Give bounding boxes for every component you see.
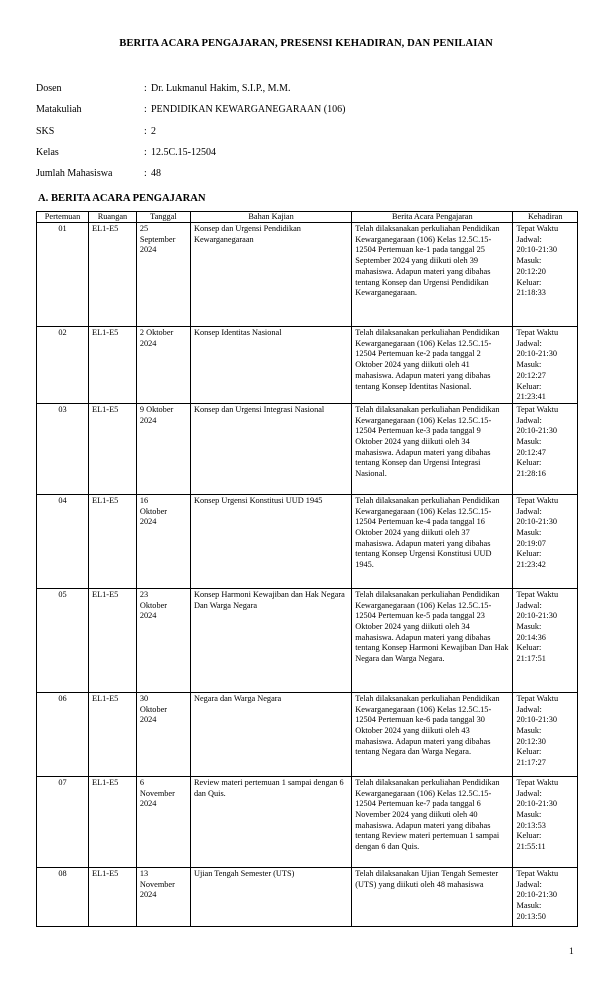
info-row-kelas [36,147,345,168]
attendance-line: Masuk: [516,528,542,538]
cell-pertemuan: 02 [37,327,89,404]
date-line: 2024 [139,245,157,255]
cell-berita-acara: Telah dilaksanakan perkuliahan Pendidikan Kewarganegaraan (106) Kelas 12.5C.15-12504 Pertemuan ke-2 pada tanggal 2 Oktober 2024 yang diikuti oleh 41 mahasiswa. Adapun materi yang dibahas tentang Konsep Identitas Nasional. [352,327,513,404]
cell-pertemuan: 08 [37,867,89,926]
table-body [37,223,578,927]
date-line: 16 [139,495,149,505]
info-label: Jumlah Mahasiswa [36,168,113,180]
attendance-line: Masuk: [516,726,542,736]
attendance-line: Masuk: [516,256,542,266]
info-separator: : [144,125,147,137]
cell-berita-acara: Telah dilaksanakan perkuliahan Pendidikan Kewarganegaraan (106) Kelas 12.5C.15-12504 Pertemuan ke-1 pada tanggal 25 September 2024 yang diikuti oleh 39 mahasiswa. Adapun materi yang dibahas tentang Konsep dan Urgensi Pendidikan Kewarganegaraan. [352,223,513,327]
cell-kehadiran [513,692,578,776]
date-line: September [139,234,176,244]
cell-bahan-kajian: Review materi pertemuan 1 sampai dengan 6 dan Quis. [190,776,351,867]
table-row [37,867,578,926]
attendance-line: Jadwal: [516,788,542,798]
info-value: Dr. Lukmanul Hakim, S.I.P., M.M. [151,83,291,94]
cell-tanggal [136,223,190,327]
cell-kehadiran [513,867,578,926]
date-line: 2024 [139,611,157,621]
table-row [37,494,578,588]
cell-tanggal [136,327,190,404]
attendance-line: 20:10-21:30 [516,799,558,809]
date-line: 2024 [139,415,157,425]
teaching-report-table [36,211,578,927]
date-line: 25 [139,224,149,233]
attendance-line: Masuk: [516,360,542,370]
attendance-line: 20:19:07 [516,538,546,548]
cell-tanggal [136,588,190,692]
attendance-line: Tepat Waktu [516,495,559,505]
date-line: 23 [139,589,149,599]
attendance-line: 21:28:16 [516,469,546,479]
info-separator: : [144,83,147,94]
cell-ruangan: EL1-E5 [89,223,137,327]
attendance-line: 20:12:47 [516,447,546,457]
date-line: 2024 [139,890,157,900]
info-label: SKS [36,125,55,137]
date-line: Oktober [139,600,168,610]
section-title-berita-acara: A. BERITA ACARA PENGAJARAN [38,193,206,204]
date-line: 2 Oktober [139,328,174,337]
info-label: Dosen [36,83,62,94]
header-pertemuan: Pertemuan [37,212,89,223]
attendance-line: Keluar: [516,549,542,559]
cell-bahan-kajian: Konsep dan Urgensi Integrasi Nasional [190,403,351,494]
attendance-line: Tepat Waktu [516,868,559,878]
info-label: Matakuliah [36,104,82,116]
attendance-line: Masuk: [516,810,542,820]
attendance-line: Masuk: [516,901,542,911]
attendance-line: 20:10-21:30 [516,890,558,900]
attendance-line: 20:14:36 [516,632,546,642]
attendance-line: 20:12:27 [516,370,546,380]
table-row [37,403,578,494]
table-row [37,588,578,692]
date-line: 6 [139,777,145,787]
cell-kehadiran [513,776,578,867]
table-row [37,223,578,327]
info-value: 2 [151,125,156,137]
attendance-line: 20:10-21:30 [516,426,558,436]
date-line: Oktober [139,506,168,516]
attendance-line: 21:18:33 [516,288,546,298]
date-line: November [139,879,175,889]
attendance-line: Tepat Waktu [516,777,559,787]
cell-berita-acara: Telah dilaksanakan perkuliahan Pendidikan Kewarganegaraan (106) Kelas 12.5C.15-12504 Pertemuan ke-4 pada tanggal 16 Oktober 2024 yang diikuti oleh 37 mahasiswa. Adapun materi yang dibahas tentang Konsep Urgensi Konstitusi UUD 1945. [352,494,513,588]
table-row [37,776,578,867]
cell-tanggal [136,776,190,867]
cell-kehadiran [513,403,578,494]
cell-ruangan: EL1-E5 [89,692,137,776]
attendance-line: Jadwal: [516,600,542,610]
course-info [36,83,345,189]
date-line: November [139,788,175,798]
cell-berita-acara: Telah dilaksanakan perkuliahan Pendidikan Kewarganegaraan (106) Kelas 12.5C.15-12504 Pertemuan ke-5 pada tanggal 23 Oktober 2024 yang diikuti oleh 34 mahasiswa. Adapun materi yang dibahas tentang Konsep Harmoni Kewajiban Dan Hak Negara dan Warga Negara. [352,588,513,692]
attendance-line: Jadwal: [516,415,542,425]
info-separator: : [144,168,147,180]
table-row [37,327,578,404]
header-berita-acara: Berita Acara Pengajaran [352,212,513,223]
attendance-line: Keluar: [516,458,542,468]
cell-tanggal [136,867,190,926]
cell-pertemuan: 01 [37,223,89,327]
table-header-row [37,212,578,223]
attendance-line: Jadwal: [516,506,542,516]
cell-pertemuan: 06 [37,692,89,776]
attendance-line: Keluar: [516,277,542,287]
cell-ruangan: EL1-E5 [89,327,137,404]
attendance-line: Tepat Waktu [516,589,559,599]
header-ruangan: Ruangan [89,212,137,223]
cell-pertemuan: 07 [37,776,89,867]
table-row [37,692,578,776]
cell-berita-acara: Telah dilaksanakan perkuliahan Pendidikan Kewarganegaraan (106) Kelas 12.5C.15-12504 Pertemuan ke-6 pada tanggal 30 Oktober 2024 yang diikuti oleh 43 mahasiswa. Adapun materi yang dibahas tentang Negara dan Warga Negara. [352,692,513,776]
cell-bahan-kajian: Negara dan Warga Negara [190,692,351,776]
attendance-line: Masuk: [516,622,542,632]
cell-tanggal [136,494,190,588]
cell-bahan-kajian: Konsep dan Urgensi Pendidikan Kewarganegaraan [190,223,351,327]
info-value: 12.5C.15-12504 [151,146,216,158]
cell-ruangan: EL1-E5 [89,867,137,926]
date-line: 2024 [139,799,157,809]
attendance-line: Tepat Waktu [516,328,559,337]
attendance-line: 20:10-21:30 [516,349,558,359]
attendance-line: 21:23:42 [516,560,546,570]
cell-tanggal [136,403,190,494]
date-line: Oktober [139,704,168,714]
info-separator: : [144,104,147,116]
date-line: 13 [139,868,149,878]
cell-kehadiran [513,327,578,404]
attendance-line: 20:13:50 [516,911,546,921]
date-line: 9 Oktober [139,404,174,414]
cell-pertemuan: 04 [37,494,89,588]
attendance-line: 21:17:27 [516,758,546,768]
cell-ruangan: EL1-E5 [89,494,137,588]
cell-ruangan: EL1-E5 [89,403,137,494]
date-line: 30 [139,693,149,703]
cell-pertemuan: 03 [37,403,89,494]
attendance-line: Jadwal: [516,879,542,889]
attendance-line: 20:13:53 [516,820,546,830]
info-row-matakuliah [36,104,345,125]
info-value: PENDIDIKAN KEWARGANEGARAAN (106) [151,104,346,116]
attendance-line: 20:12:20 [516,266,546,276]
cell-bahan-kajian: Ujian Tengah Semester (UTS) [190,867,351,926]
cell-kehadiran [513,223,578,327]
attendance-line: 20:10-21:30 [516,517,558,527]
document-title: BERITA ACARA PENGAJARAN, PRESENSI KEHADIRAN, DAN PENILAIAN [119,38,493,49]
attendance-line: 21:23:41 [516,392,546,402]
header-kehadiran: Kehadiran [513,212,578,223]
cell-kehadiran [513,494,578,588]
attendance-line: 20:10-21:30 [516,611,558,621]
attendance-line: 20:10-21:30 [516,245,558,255]
cell-bahan-kajian: Konsep Harmoni Kewajiban dan Hak Negara Dan Warga Negara [190,588,351,692]
attendance-line: 20:12:30 [516,736,546,746]
header-bahan-kajian: Bahan Kajian [190,212,351,223]
cell-ruangan: EL1-E5 [89,776,137,867]
info-row-sks [36,126,345,147]
attendance-line: Masuk: [516,437,542,447]
cell-berita-acara: Telah dilaksanakan Ujian Tengah Semester (UTS) yang diikuti oleh 48 mahasiswa [352,867,513,926]
cell-bahan-kajian: Konsep Urgensi Konstitusi UUD 1945 [190,494,351,588]
attendance-line: Keluar: [516,381,542,391]
header-tanggal: Tanggal [136,212,190,223]
date-line: 2024 [139,715,157,725]
attendance-line: Tepat Waktu [516,693,559,703]
cell-kehadiran [513,588,578,692]
info-value: 48 [151,168,161,180]
attendance-line: Tepat Waktu [516,404,559,414]
attendance-line: Tepat Waktu [516,224,559,233]
cell-pertemuan: 05 [37,588,89,692]
attendance-line: 21:17:51 [516,654,546,664]
attendance-line: Jadwal: [516,704,542,714]
info-label: Kelas [36,146,59,158]
attendance-line: Keluar: [516,747,542,757]
attendance-line: 21:55:11 [516,842,546,852]
cell-tanggal [136,692,190,776]
attendance-line: Keluar: [516,831,542,841]
attendance-line: Jadwal: [516,338,542,348]
page-number: 1 [569,947,574,957]
cell-berita-acara: Telah dilaksanakan perkuliahan Pendidikan Kewarganegaraan (106) Kelas 12.5C.15-12504 Pertemuan ke-3 pada tanggal 9 Oktober 2024 yang diikuti oleh 34 mahasiswa. Adapun materi yang dibahas tentang Konsep dan Urgensi Integrasi Nasional. [352,403,513,494]
date-line: 2024 [139,338,157,348]
info-row-jumlah-mahasiswa [36,168,345,189]
attendance-line: 20:10-21:30 [516,715,558,725]
info-row-dosen [36,83,345,104]
info-separator: : [144,146,147,158]
cell-bahan-kajian: Konsep Identitas Nasional [190,327,351,404]
attendance-line: Keluar: [516,643,542,653]
attendance-line: Jadwal: [516,234,542,244]
date-line: 2024 [139,517,157,527]
cell-berita-acara: Telah dilaksanakan perkuliahan Pendidikan Kewarganegaraan (106) Kelas 12.5C.15-12504 Pertemuan ke-7 pada tanggal 6 November 2024 yang diikuti oleh 40 mahasiswa. Adapun materi yang dibahas tentang Review materi pertemuan 1 sampai dengan 6 dan Quis. [352,776,513,867]
cell-ruangan: EL1-E5 [89,588,137,692]
